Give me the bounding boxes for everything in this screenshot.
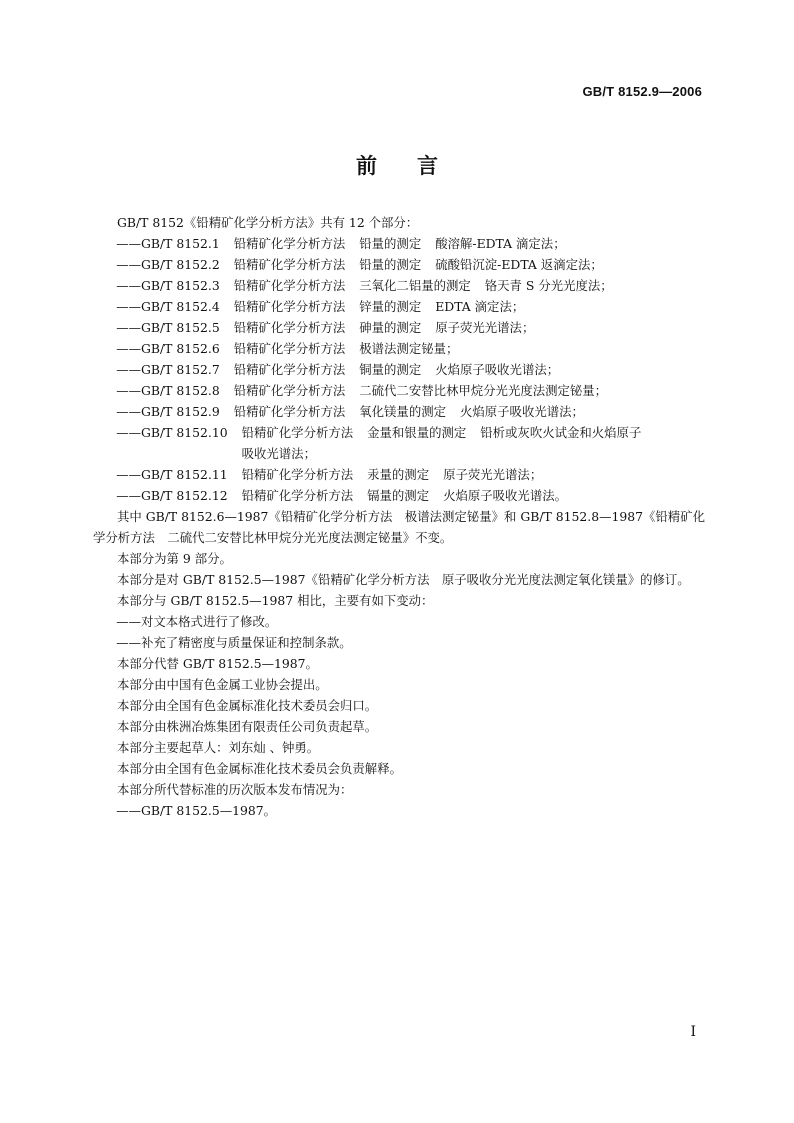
list-dash: —— xyxy=(116,803,141,818)
part-method: 火焰原子吸收光谱法； xyxy=(435,362,560,377)
list-dash: —— xyxy=(116,236,141,251)
part-reference: GB/T 8152.11 xyxy=(141,467,228,482)
page-title: 前言 xyxy=(356,154,478,178)
proposed-paragraph: 本部分由中国有色金属工业协会提出。 xyxy=(117,677,328,692)
change-item xyxy=(93,632,705,653)
part-item: 铅量的测定 xyxy=(359,236,422,251)
list-dash: —— xyxy=(116,278,141,293)
part-series: 铅精矿化学分析方法 xyxy=(241,488,354,503)
intro-paragraph: GB/T 8152《铅精矿化学分析方法》共有 12 个部分： xyxy=(117,215,419,230)
part-series: 铅精矿化学分析方法 xyxy=(241,425,354,440)
part-reference: GB/T 8152.1 xyxy=(141,236,220,251)
part-list-item xyxy=(93,380,705,401)
part-series: 铅精矿化学分析方法 xyxy=(233,236,346,251)
list-dash: —— xyxy=(116,362,141,377)
list-dash: —— xyxy=(116,257,141,272)
compare-paragraph: 本部分与 GB/T 8152.5—1987 相比，主要有如下变动： xyxy=(117,593,434,608)
list-dash: —— xyxy=(116,467,141,482)
part-reference: GB/T 8152.3 xyxy=(141,278,220,293)
foreword-body xyxy=(93,212,705,821)
part-series: 铅精矿化学分析方法 xyxy=(233,341,346,356)
revision-paragraph: 本部分是对 GB/T 8152.5—1987《铅精矿化学分析方法 原子吸收分光光度法测定氧化镁量》的修订。 xyxy=(117,572,690,587)
page-number: I xyxy=(690,1024,696,1040)
interpretation-paragraph: 本部分由全国有色金属标准化技术委员会负责解释。 xyxy=(117,761,402,776)
part-method: 火焰原子吸收光谱法； xyxy=(460,404,584,419)
list-dash: —— xyxy=(116,383,141,398)
drafters-paragraph: 本部分主要起草人：刘东灿 、钟勇。 xyxy=(117,740,320,755)
part-list-item xyxy=(93,233,705,254)
part-number-paragraph: 本部分为第 9 部分。 xyxy=(117,551,232,566)
part-item: 铜量的测定 xyxy=(359,362,422,377)
part-reference: GB/T 8152.5 xyxy=(141,320,220,335)
part-item: 极谱法测定铋量； xyxy=(359,341,459,356)
part-method: EDTA 滴定法； xyxy=(435,299,525,314)
part-reference: GB/T 8152.12 xyxy=(141,488,228,503)
part-series: 铅精矿化学分析方法 xyxy=(233,299,346,314)
part-reference: GB/T 8152.9 xyxy=(141,404,220,419)
part-list-item xyxy=(93,464,705,485)
part-series: 铅精矿化学分析方法 xyxy=(233,257,346,272)
change-text: 对文本格式进行了修改。 xyxy=(141,614,278,629)
list-dash: —— xyxy=(116,341,141,356)
list-dash: —— xyxy=(116,425,141,440)
part-list-item xyxy=(93,359,705,380)
list-dash: —— xyxy=(116,299,141,314)
part-item: 砷量的测定 xyxy=(359,320,422,335)
part-item: 铅量的测定 xyxy=(359,257,422,272)
parts-list-tail xyxy=(93,464,705,506)
part-list-item xyxy=(93,338,705,359)
part-method: 原子荧光光谱法； xyxy=(443,467,543,482)
part-series: 铅精矿化学分析方法 xyxy=(241,467,354,482)
list-dash: —— xyxy=(116,404,141,419)
part-item: 二硫代二安替比林甲烷分光光度法测定铋量； xyxy=(359,383,608,398)
part-list-item xyxy=(93,485,705,506)
managed-paragraph: 本部分由全国有色金属标准化技术委员会归口。 xyxy=(117,698,378,713)
part-reference: GB/T 8152.4 xyxy=(141,299,220,314)
part-item: 三氧化二铝量的测定 xyxy=(359,278,471,293)
replaces-paragraph: 本部分代替 GB/T 8152.5—1987。 xyxy=(117,656,318,671)
list-dash: —— xyxy=(116,320,141,335)
history-text: GB/T 8152.5—1987。 xyxy=(141,803,277,818)
part-item: 汞量的测定 xyxy=(367,467,430,482)
part-method: 酸溶解-EDTA 滴定法； xyxy=(435,236,566,251)
part-list-item xyxy=(93,254,705,275)
part-reference: GB/T 8152.10 xyxy=(141,425,228,440)
part-item: 氧化镁量的测定 xyxy=(359,404,446,419)
drafted-paragraph: 本部分由株洲冶炼集团有限责任公司负责起草。 xyxy=(117,719,378,734)
part-list-item xyxy=(93,275,705,296)
part-reference: GB/T 8152.2 xyxy=(141,257,220,272)
part-item: 镉量的测定 xyxy=(367,488,430,503)
part-reference: GB/T 8152.6 xyxy=(141,341,220,356)
part-description xyxy=(242,422,642,464)
part-item: 锌量的测定 xyxy=(359,299,422,314)
part-list-item xyxy=(93,296,705,317)
parts-list xyxy=(93,233,705,422)
part-reference: GB/T 8152.7 xyxy=(141,362,220,377)
part-list-item xyxy=(93,422,705,464)
part-method: 火焰原子吸收光谱法。 xyxy=(443,488,567,503)
part-method: 硫酸铅沉淀-EDTA 返滴定法； xyxy=(435,257,603,272)
part-method: 铬天青 S 分光光度法； xyxy=(484,278,613,293)
part-series: 铅精矿化学分析方法 xyxy=(233,362,346,377)
change-item xyxy=(93,611,705,632)
part-method: 原子荧光光谱法； xyxy=(435,320,535,335)
part-series: 铅精矿化学分析方法 xyxy=(233,320,346,335)
part-series: 铅精矿化学分析方法 xyxy=(233,383,346,398)
part-method-continued: 吸收光谱法； xyxy=(241,446,316,461)
part-item: 金量和银量的测定 xyxy=(367,425,467,440)
standard-code-header: GB/T 8152.9—2006 xyxy=(582,84,702,99)
unchanged-parts-paragraph: 其中 GB/T 8152.6—1987《铅精矿化学分析方法 极谱法测定铋量》和 GB/T 8152.8—1987《铅精矿化学分析方法 二硫代二安替比林甲烷分光光度法测定铋量》不变。 xyxy=(93,509,705,545)
history-paragraph: 本部分所代替标准的历次版本发布情况为： xyxy=(117,782,353,797)
part-reference: GB/T 8152.8 xyxy=(141,383,220,398)
part-series: 铅精矿化学分析方法 xyxy=(233,278,346,293)
list-dash: —— xyxy=(116,488,141,503)
part-list-item xyxy=(93,401,705,422)
part-list-item xyxy=(93,317,705,338)
list-dash: —— xyxy=(116,614,141,629)
change-text: 补充了精密度与质量保证和控制条款。 xyxy=(141,635,352,650)
part-series: 铅精矿化学分析方法 xyxy=(233,404,346,419)
part-method: 铅析或灰吹火试金和火焰原子 xyxy=(480,425,642,440)
list-dash: —— xyxy=(116,635,141,650)
history-item xyxy=(93,800,705,821)
